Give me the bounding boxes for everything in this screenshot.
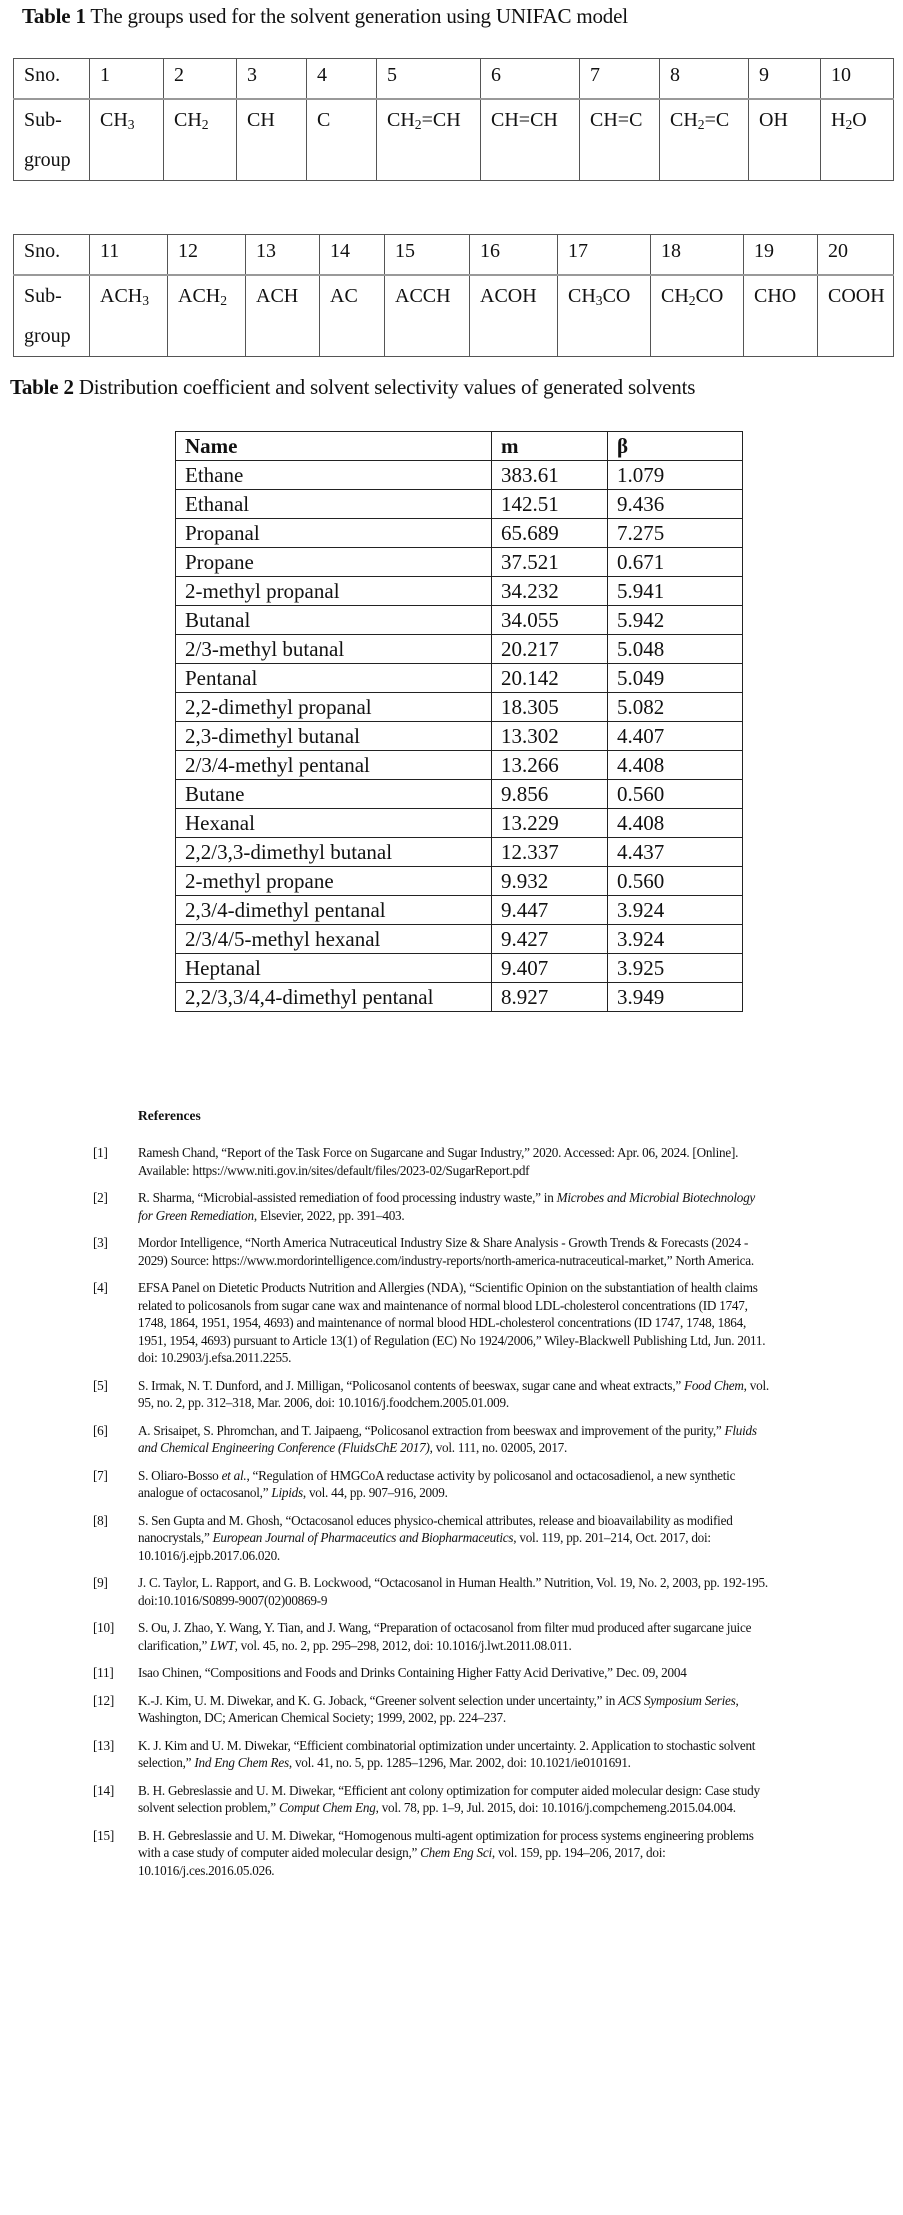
reference-item	[0, 1467, 903, 1502]
row-header-sno: Sno.	[14, 59, 90, 100]
sno-cell: 5	[377, 59, 481, 100]
reference-text: EFSA Panel on Dietetic Products Nutrition and Allergies (NDA), “Scientific Opinion on the substantiation of health claims related to policosanols from sugar cane wax and maintenance of normal blood LDL-cholesterol concentrations (ID 1747, 1748, 1864, 1951, 1954, 4693) and maintenance of normal blood HDL-cholesterol concentrations (ID 1747, 1748, 1864, 1951, 1954, 4693) pursuant to Article 13(1) of Regulation (EC) No 1924/2006,” Wiley-Blackwell Publishing Ltd, Jun. 2011. doi: 10.2903/j.efsa.2011.2255.	[138, 1280, 766, 1365]
subgroup-cell: $CH_2=C$	[660, 99, 749, 181]
table-row	[176, 548, 743, 577]
table-row	[176, 925, 743, 954]
table-row	[176, 577, 743, 606]
table1-subgroup-row	[14, 275, 894, 357]
reference-number: [2]	[93, 1190, 108, 1205]
beta-cell: 4.408	[608, 751, 743, 780]
table2-caption	[10, 375, 695, 399]
reference-number: [8]	[93, 1512, 108, 1528]
reference-item	[0, 1512, 903, 1565]
name-cell: Heptanal	[176, 954, 492, 983]
m-cell: 9.447	[492, 896, 608, 925]
reference-text: J. C. Taylor, L. Rapport, and G. B. Lockwood, “Octacosanol in Human Health.” Nutrition, Vol. 19, No. 2, 2003, pp. 192-195. doi:10.1016/S0899-9007(02)00869-9	[138, 1575, 768, 1608]
subgroup-cell: $ACH_3$	[90, 275, 168, 357]
name-cell: 2,2/3,3-dimethyl butanal	[176, 838, 492, 867]
reference-item	[0, 1664, 903, 1682]
table-row	[176, 606, 743, 635]
subgroup-cell: CH=C	[580, 99, 660, 181]
table1-caption-text: The groups used for the solvent generation using UNIFAC model	[85, 4, 628, 28]
sno-cell: 7	[580, 59, 660, 100]
sno-cell: 18	[651, 235, 744, 276]
sno-cell: 12	[168, 235, 246, 276]
table-row	[176, 867, 743, 896]
subgroup-cell: OH	[749, 99, 821, 181]
reference-item	[0, 1189, 903, 1224]
m-cell: 20.217	[492, 635, 608, 664]
column-header-beta: β	[608, 432, 743, 461]
subgroup-cell: CHO	[744, 275, 818, 357]
beta-cell: 1.079	[608, 461, 743, 490]
beta-cell: 3.925	[608, 954, 743, 983]
reference-text: R. Sharma, “Microbial-assisted remediation of food processing industry waste,” in Microbes and Microbial Biotechnology for Green Remediation, Elsevier, 2022, pp. 391–403.	[138, 1190, 756, 1223]
sno-cell: 9	[749, 59, 821, 100]
name-cell: 2/3/4-methyl pentanal	[176, 751, 492, 780]
name-cell: Butanal	[176, 606, 492, 635]
name-cell: 2-methyl propanal	[176, 577, 492, 606]
table2-header-row	[176, 432, 743, 461]
name-cell: 2,2-dimethyl propanal	[176, 693, 492, 722]
sno-cell: 2	[164, 59, 237, 100]
sno-cell: 17	[558, 235, 651, 276]
sno-cell: 8	[660, 59, 749, 100]
subgroup-cell: AC	[320, 275, 385, 357]
name-cell: 2,2/3,3/4,4-dimethyl pentanal	[176, 983, 492, 1012]
sno-cell: 11	[90, 235, 168, 276]
reference-item	[0, 1144, 903, 1179]
m-cell: 9.427	[492, 925, 608, 954]
m-cell: 12.337	[492, 838, 608, 867]
beta-cell: 5.048	[608, 635, 743, 664]
subgroup-cell: CH	[237, 99, 307, 181]
table-row	[176, 490, 743, 519]
reference-text: Ramesh Chand, “Report of the Task Force on Sugarcane and Sugar Industry,” 2020. Accessed: Apr. 06, 2024. [Online]. Available: https://www.niti.gov.in/sites/default/files/2023-02/SugarReport.pdf	[138, 1145, 739, 1178]
reference-number: [3]	[93, 1235, 108, 1250]
table-row	[176, 722, 743, 751]
reference-item	[0, 1377, 903, 1412]
m-cell: 13.266	[492, 751, 608, 780]
row-header-subgroup: Sub- group	[14, 275, 90, 357]
subgroup-cell: ACCH	[385, 275, 470, 357]
name-cell: 2-methyl propane	[176, 867, 492, 896]
name-cell: Butane	[176, 780, 492, 809]
name-cell: Propane	[176, 548, 492, 577]
subgroup-cell: $CH_2CO$	[651, 275, 744, 357]
m-cell: 383.61	[492, 461, 608, 490]
beta-cell: 3.949	[608, 983, 743, 1012]
reference-number: [6]	[93, 1422, 108, 1438]
table2	[175, 431, 743, 1012]
subgroup-cell: ACOH	[470, 275, 558, 357]
m-cell: 9.407	[492, 954, 608, 983]
reference-text: B. H. Gebreslassie and U. M. Diwekar, “Efficient ant colony optimization for computer aided molecular design: Case study solvent selection problem,” Comput Chem Eng, vol. 78, pp. 1–9, Jul. 2015, doi: 10.1016/j.compchemeng.2015.04.004.	[138, 1782, 760, 1815]
sno-cell: 16	[470, 235, 558, 276]
reference-number: [11]	[93, 1665, 114, 1680]
table1-caption	[22, 4, 628, 28]
reference-item	[0, 1737, 903, 1772]
reference-number: [1]	[93, 1145, 108, 1160]
table1-subgroup-row	[14, 99, 894, 181]
subgroup-cell: $CH_2$	[164, 99, 237, 181]
references-heading: References	[138, 1108, 201, 1123]
sno-cell: 19	[744, 235, 818, 276]
name-cell: 2,3/4-dimethyl pentanal	[176, 896, 492, 925]
reference-text: K.-J. Kim, U. M. Diwekar, and K. G. Joback, “Greener solvent selection under uncertainty,” in ACS Symposium Series, Washington, DC; American Chemical Society; 1999, 2002, pp. 224–237.	[138, 1692, 739, 1725]
reference-number: [13]	[93, 1737, 114, 1753]
row-header-subgroup: Sub- group	[14, 99, 90, 181]
subgroup-cell: $ACH_2$	[168, 275, 246, 357]
reference-item	[0, 1619, 903, 1654]
subgroup-cell: $CH_2=CH$	[377, 99, 481, 181]
m-cell: 13.229	[492, 809, 608, 838]
table1-sno-row	[14, 235, 894, 276]
table-row	[176, 896, 743, 925]
reference-text: Mordor Intelligence, “North America Nutraceutical Industry Size & Share Analysis - Growth Trends & Forecasts (2024 - 2029) Source: https://www.mordorintelligence.com/industry-reports/north-america-nutraceutical-market,” North America.	[138, 1235, 754, 1268]
beta-cell: 0.560	[608, 780, 743, 809]
beta-cell: 7.275	[608, 519, 743, 548]
beta-cell: 5.049	[608, 664, 743, 693]
m-cell: 34.055	[492, 606, 608, 635]
reference-item	[0, 1574, 903, 1609]
sno-cell: 6	[481, 59, 580, 100]
beta-cell: 4.407	[608, 722, 743, 751]
name-cell: 2,3-dimethyl butanal	[176, 722, 492, 751]
sno-cell: 3	[237, 59, 307, 100]
sno-cell: 4	[307, 59, 377, 100]
column-header-name: Name	[176, 432, 492, 461]
m-cell: 20.142	[492, 664, 608, 693]
name-cell: 2/3/4/5-methyl hexanal	[176, 925, 492, 954]
reference-text: S. Irmak, N. T. Dunford, and J. Milligan, “Policosanol contents of beeswax, sugar cane and wheat extracts,” Food Chem, vol. 95, no. 2, pp. 312–318, Mar. 2006, doi: 10.1016/j.foodchem.2005.01.009.	[138, 1377, 769, 1410]
references-list	[0, 1144, 903, 1889]
beta-cell: 5.942	[608, 606, 743, 635]
reference-text: B. H. Gebreslassie and U. M. Diwekar, “Homogenous multi-agent optimization for process systems engineering problems with a case study of computer aided molecular design,” Chem Eng Sci, vol. 159, pp. 194–206, 2017, doi: 10.1016/j.ces.2016.05.026.	[138, 1827, 754, 1878]
reference-item	[0, 1827, 903, 1880]
table-row	[176, 838, 743, 867]
reference-item	[0, 1422, 903, 1457]
sno-cell: 10	[821, 59, 894, 100]
name-cell: Ethanal	[176, 490, 492, 519]
name-cell: Propanal	[176, 519, 492, 548]
subgroup-cell: $CH_3$	[90, 99, 164, 181]
sno-cell: 14	[320, 235, 385, 276]
column-header-m: m	[492, 432, 608, 461]
reference-text: S. Oliaro-Bosso et al., “Regulation of HMGCoA reductase activity by policosanol and octacosadienol, a new synthetic analogue of octacosanol,” Lipids, vol. 44, pp. 907–916, 2009.	[138, 1467, 736, 1500]
reference-number: [9]	[93, 1575, 108, 1590]
sno-cell: 15	[385, 235, 470, 276]
reference-item	[0, 1279, 903, 1367]
beta-cell: 4.408	[608, 809, 743, 838]
table-row	[176, 693, 743, 722]
reference-text: Isao Chinen, “Compositions and Foods and Drinks Containing Higher Fatty Acid Derivative,” Dec. 09, 2004	[138, 1665, 687, 1680]
name-cell: 2/3-methyl butanal	[176, 635, 492, 664]
name-cell: Ethane	[176, 461, 492, 490]
table-row	[176, 635, 743, 664]
beta-cell: 3.924	[608, 925, 743, 954]
beta-cell: 0.671	[608, 548, 743, 577]
table-row	[176, 461, 743, 490]
table-row	[176, 751, 743, 780]
beta-cell: 5.082	[608, 693, 743, 722]
table1-caption-label: Table 1	[22, 4, 86, 28]
reference-text: S. Ou, J. Zhao, Y. Wang, Y. Tian, and J. Wang, “Preparation of octacosanol from filter mud produced after sugarcane juice clarification,” LWT, vol. 45, no. 2, pp. 295–298, 2012, doi: 10.1016/j.lwt.2011.08.011.	[138, 1620, 752, 1653]
m-cell: 13.302	[492, 722, 608, 751]
table-row	[176, 519, 743, 548]
reference-number: [10]	[93, 1620, 114, 1635]
subgroup-cell: COOH	[818, 275, 894, 357]
subgroup-cell: $CH_3CO$	[558, 275, 651, 357]
table-row	[176, 954, 743, 983]
row-header-sno: Sno.	[14, 235, 90, 276]
beta-cell: 5.941	[608, 577, 743, 606]
reference-item	[0, 1782, 903, 1817]
reference-number: [14]	[93, 1782, 114, 1798]
m-cell: 18.305	[492, 693, 608, 722]
table1-part1	[13, 58, 894, 181]
reference-number: [15]	[93, 1827, 114, 1843]
reference-number: [7]	[93, 1467, 108, 1483]
table2-caption-label: Table 2	[10, 375, 74, 399]
table-row	[176, 983, 743, 1012]
beta-cell: 0.560	[608, 867, 743, 896]
table2-body	[176, 461, 743, 1012]
subgroup-cell: C	[307, 99, 377, 181]
subgroup-cell: CH=CH	[481, 99, 580, 181]
beta-cell: 9.436	[608, 490, 743, 519]
sno-cell: 20	[818, 235, 894, 276]
m-cell: 9.856	[492, 780, 608, 809]
reference-item	[0, 1692, 903, 1727]
reference-text: A. Srisaipet, S. Phromchan, and T. Jaipaeng, “Policosanol extraction from beeswax and improvement of the purity,” Fluids and Chemical Engineering Conference (FluidsChE 2017), vol. 111, no. 02005, 2017.	[138, 1422, 757, 1455]
table1-sno-row	[14, 59, 894, 100]
m-cell: 142.51	[492, 490, 608, 519]
name-cell: Hexanal	[176, 809, 492, 838]
reference-number: [5]	[93, 1377, 108, 1393]
reference-text: K. J. Kim and U. M. Diwekar, “Efficient combinatorial optimization under uncertainty. 2. Application to stochastic solvent selection,” Ind Eng Chem Res, vol. 41, no. 5, pp. 1285–1296, Mar. 2002, doi: 10.1021/ie0101691.	[138, 1737, 756, 1770]
reference-item	[0, 1234, 903, 1269]
m-cell: 65.689	[492, 519, 608, 548]
subgroup-cell: $H_2O$	[821, 99, 894, 181]
m-cell: 37.521	[492, 548, 608, 577]
name-cell: Pentanal	[176, 664, 492, 693]
m-cell: 9.932	[492, 867, 608, 896]
sno-cell: 13	[246, 235, 320, 276]
table1-part2	[13, 234, 894, 357]
m-cell: 34.232	[492, 577, 608, 606]
table2-caption-text: Distribution coefficient and solvent selectivity values of generated solvents	[73, 375, 696, 399]
reference-text: S. Sen Gupta and M. Ghosh, “Octacosanol educes physico-chemical attributes, release and bioavailability as modified nanocrystals,” European Journal of Pharmaceutics and Biopharmaceutics, vol. 119, pp. 201–214, Oct. 2017, doi: 10.1016/j.ejpb.2017.06.020.	[138, 1512, 733, 1563]
beta-cell: 4.437	[608, 838, 743, 867]
reference-number: [4]	[93, 1280, 108, 1295]
beta-cell: 3.924	[608, 896, 743, 925]
m-cell: 8.927	[492, 983, 608, 1012]
table-row	[176, 780, 743, 809]
subgroup-cell: ACH	[246, 275, 320, 357]
reference-number: [12]	[93, 1692, 114, 1708]
table-row	[176, 664, 743, 693]
sno-cell: 1	[90, 59, 164, 100]
table-row	[176, 809, 743, 838]
